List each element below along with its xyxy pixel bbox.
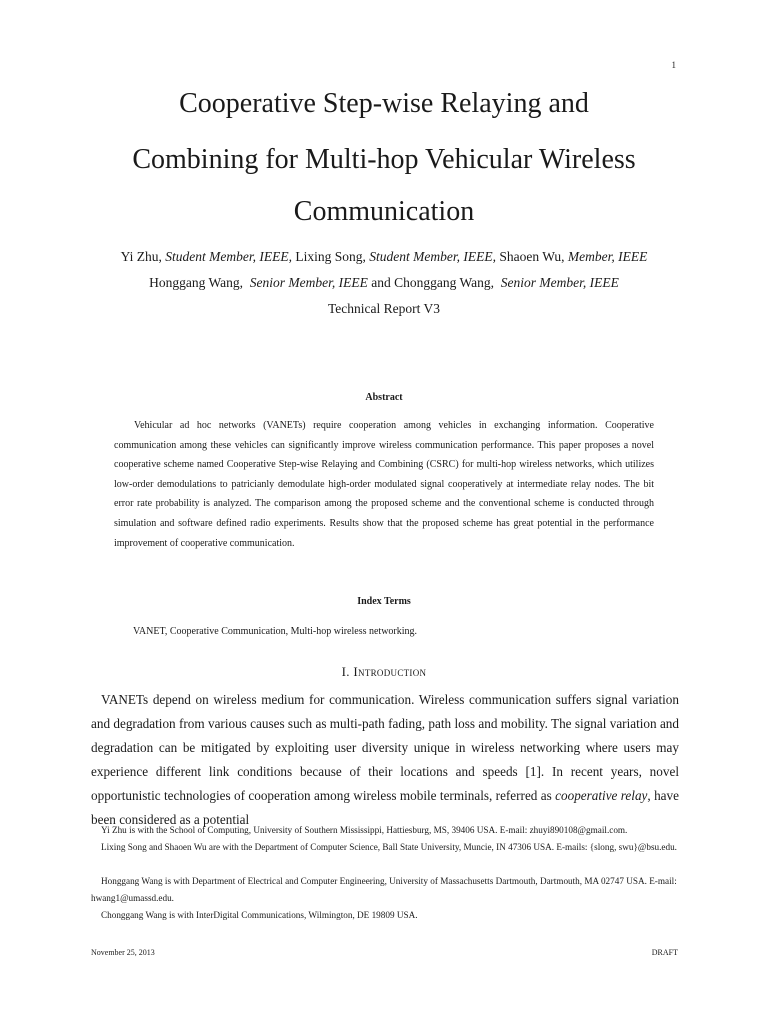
footnote-4 bbox=[91, 907, 679, 924]
paper-title-line-2: Combining for Multi-hop Vehicular Wireless bbox=[132, 144, 636, 175]
index-terms-text: VANET, Cooperative Communication, Multi-hop wireless networking. bbox=[133, 626, 418, 637]
abstract-heading: Abstract bbox=[365, 392, 403, 403]
footnote-text: Lixing Song and Shaoen Wu are with the Department of Computer Science, Ball State University, Muncie, IN 47306 USA. E-mails: {slong, swu}@bsu.edu. bbox=[101, 842, 677, 852]
intro-italic-term: cooperative relay bbox=[555, 788, 648, 804]
author-name: Shaoen Wu, bbox=[499, 249, 565, 264]
footnote-text: Chonggang Wang is with InterDigital Communications, Wilmington, DE 19809 USA. bbox=[101, 910, 418, 920]
author-connector: and bbox=[371, 275, 391, 290]
author-role: Senior Member, IEEE bbox=[249, 275, 368, 290]
section-numeral: I. bbox=[341, 664, 350, 679]
author-role: Student Member, IEEE, bbox=[369, 249, 496, 264]
author-name: Honggang Wang, bbox=[149, 275, 244, 290]
author-line-2 bbox=[0, 276, 768, 290]
footnote-2 bbox=[91, 839, 679, 856]
footnote-text: Yi Zhu is with the School of Computing, University of Southern Mississippi, Hattiesburg, MS, 39406 USA. E-mail: zhuyi890108@gmail.com. bbox=[101, 825, 628, 835]
author-role: Senior Member, IEEE bbox=[500, 275, 619, 290]
intro-text-part-2: , have been considered as a potential bbox=[91, 788, 679, 828]
author-line-1 bbox=[0, 250, 768, 264]
footnote-text: Honggang Wang is with Department of Electrical and Computer Engineering, University of Massachusetts Dartmouth, Dartmouth, MA 02747 USA. E-mail: hwang1@umassd.edu. bbox=[91, 876, 677, 903]
report-label: Technical Report V3 bbox=[327, 301, 441, 316]
author-name: Lixing Song, bbox=[295, 249, 366, 264]
paper-title-line-1: Cooperative Step-wise Relaying and bbox=[179, 88, 589, 119]
section-title: Introduction bbox=[353, 664, 427, 679]
footnote-3 bbox=[91, 873, 679, 907]
abstract-text bbox=[114, 416, 654, 553]
paper-title-line-3: Communication bbox=[293, 196, 475, 227]
author-name: Yi Zhu, bbox=[120, 249, 162, 264]
author-role: Member, IEEE bbox=[567, 249, 648, 264]
author-name: Chonggang Wang, bbox=[394, 275, 495, 290]
section-heading-introduction bbox=[0, 664, 768, 680]
footer-draft-label: DRAFT bbox=[651, 948, 678, 957]
abstract-body: Vehicular ad hoc networks (VANETs) require cooperation among vehicles in exchanging information. Cooperative communication among these vehicles can significantly improve wireless communication performance. This paper proposes a novel cooperative scheme named Cooperative Step-wise Relaying and Combining (CSRC) for multi-hop wireless networks, which utilizes low-order demodulations to patricianly demodulate high-order modulated signal cooperatively at intermediate relay nodes. The bit error rate probability is analyzed. The comparison among the proposed scheme and the conventional scheme is conducted through simulation and software defined radio experiments. Results show that the proposed scheme has great potential in the performance improvement of cooperative communication. bbox=[114, 420, 654, 549]
index-terms-heading: Index Terms bbox=[357, 596, 411, 607]
footer-date: November 25, 2013 bbox=[91, 948, 155, 957]
footnote-1 bbox=[91, 822, 679, 839]
author-role: Student Member, IEEE, bbox=[165, 249, 292, 264]
introduction-paragraph bbox=[91, 688, 679, 828]
page-number: 1 bbox=[671, 60, 676, 70]
intro-text-part-1: VANETs depend on wireless medium for communication. Wireless communication suffers signal variation and degradation from various causes such as multi-path fading, path loss and mobility. The signal variation and degradation can be mitigated by exploiting user diversity unique in wireless networking where users may experience different link conditions because of their locations and speeds [1]. In recent years, novel opportunistic technologies of cooperation among wireless mobile terminals, referred as bbox=[91, 692, 679, 804]
